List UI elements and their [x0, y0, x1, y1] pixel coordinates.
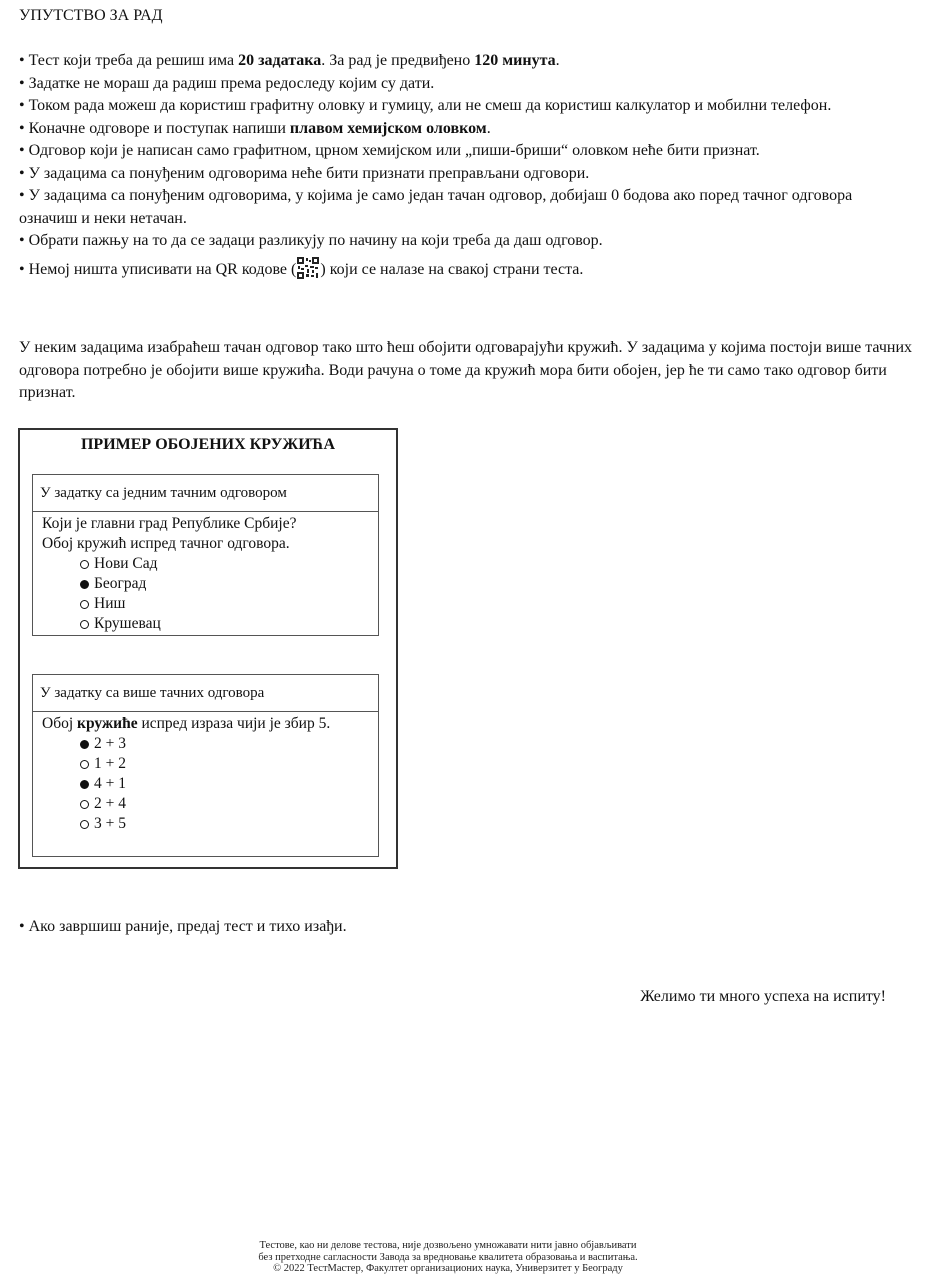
- empty-circle-icon: [80, 560, 89, 569]
- instructions-list: [19, 50, 914, 281]
- empty-circle-icon: [80, 760, 89, 769]
- task-count: 20 задатака: [238, 52, 322, 69]
- good-luck-message: Желимо ти много успеха на испиту!: [640, 988, 886, 1005]
- instruction-item: • Одговор који је написан само графитном, црном хемијском или „пиши-бриши“ оловком неће бити признат.: [19, 142, 760, 159]
- empty-circle-icon: [80, 600, 89, 609]
- filled-circle-icon: [80, 580, 89, 589]
- footer-line: © 2022 ТестМастер, Факултет организационих наука, Универзитет у Београду: [273, 1263, 623, 1274]
- filled-circle-icon: [80, 740, 89, 749]
- instruction-item: [19, 257, 914, 282]
- answer-option: [80, 794, 378, 814]
- text: . За рад је предвиђено: [321, 52, 475, 69]
- filled-circle-icon: [80, 780, 89, 789]
- multi-answer-body: [33, 712, 378, 834]
- text: • Коначне одговоре и поступак напиши: [19, 119, 290, 137]
- instruction-item: • Током рада можеш да користиш графитну оловку и гумицу, али не смеш да користиш калкулатор и мобилни телефон.: [19, 97, 832, 114]
- copyright-footer: [0, 1240, 896, 1275]
- option-label: 2 + 3: [94, 735, 126, 752]
- text: • Немој ништа уписивати на QR кодове (: [19, 260, 297, 278]
- question-text: Који је главни град Републике Србије?: [42, 515, 297, 532]
- page-title: УПУТСТВО ЗА РАД: [19, 7, 163, 24]
- answer-option: [80, 814, 378, 834]
- closing-instruction: • Ако завршиш раније, предај тест и тихо изађи.: [19, 918, 347, 935]
- option-label: 3 + 5: [94, 815, 126, 832]
- multi-answer-example: [32, 674, 379, 857]
- answer-option: [80, 574, 378, 594]
- option-label: 1 + 2: [94, 755, 126, 772]
- coloring-instructions: У неким задацима изабраћеш тачан одговор тако што ћеш обојити одговарајући кружић. У задацима у којима постоји више тачних одговора потребно је обојити више кружића. Води рачуна о томе да кружић мора бити обојен, јер ће ти само тако одговор бити признат.: [19, 339, 913, 401]
- text: Обој: [42, 715, 78, 732]
- instruction-item: • Задатке не мораш да радиш према редоследу којим су дати.: [19, 74, 435, 92]
- footer-line: Тестове, као ни делове тестова, није дозвољено умножавати нити јавно објављивати: [259, 1240, 637, 1251]
- option-label: Нови Сад: [94, 555, 158, 572]
- text: .: [555, 52, 560, 69]
- multi-answer-heading: У задатку са више тачних одговора: [33, 675, 378, 712]
- answer-option: [80, 754, 378, 774]
- answer-option: [80, 614, 378, 634]
- empty-circle-icon: [80, 820, 89, 829]
- instruction-item: • У задацима са понуђеним одговорима, у којима је само један тачан одговор, добијаш 0 бодова ако поред тачног одговора означиш и неки нетачан.: [19, 187, 853, 227]
- single-answer-example: [32, 474, 379, 636]
- answer-option: [80, 734, 378, 754]
- option-label: Београд: [94, 575, 147, 592]
- instruction-item: • У задацима са понуђеним одговорима неће бити признати преправљани одговори.: [19, 164, 590, 182]
- text: ) који се налазе на свакој страни теста.: [320, 260, 584, 278]
- pen-requirement: плавом хемијском оловком: [289, 119, 487, 137]
- single-answer-heading: У задатку са једним тачним одговором: [33, 475, 378, 512]
- text: • Тест који треба да решиш има: [19, 52, 239, 69]
- empty-circle-icon: [80, 800, 89, 809]
- example-title: ПРИМЕР ОБОЈЕНИХ КРУЖИЋА: [80, 436, 336, 453]
- footer-line: без претходне сагласности Завода за вредновање квалитета образовања и васпитања.: [258, 1251, 638, 1263]
- answer-option: [80, 774, 378, 794]
- qr-code-icon: [297, 257, 319, 279]
- time-limit: 120 минута: [474, 52, 556, 69]
- answer-option: [80, 594, 378, 614]
- example-panel: [18, 428, 398, 869]
- question-text: [42, 714, 378, 734]
- instruction-text: Обој кружић испред тачног одговора.: [42, 535, 290, 552]
- option-label: Ниш: [94, 595, 126, 612]
- option-label: 2 + 4: [94, 795, 126, 812]
- text: кружиће: [77, 715, 138, 732]
- option-label: 4 + 1: [94, 775, 126, 792]
- empty-circle-icon: [80, 620, 89, 629]
- instruction-item: [19, 118, 914, 141]
- text: .: [486, 119, 491, 137]
- option-label: Крушевац: [94, 615, 161, 632]
- answer-option: [80, 554, 378, 574]
- single-answer-body: [33, 512, 378, 634]
- instruction-item: [19, 50, 914, 73]
- text: испред израза чији је збир 5.: [137, 715, 331, 732]
- instruction-item: • Обрати пажњу на то да се задаци разликују по начину на који треба да даш одговор.: [19, 232, 603, 249]
